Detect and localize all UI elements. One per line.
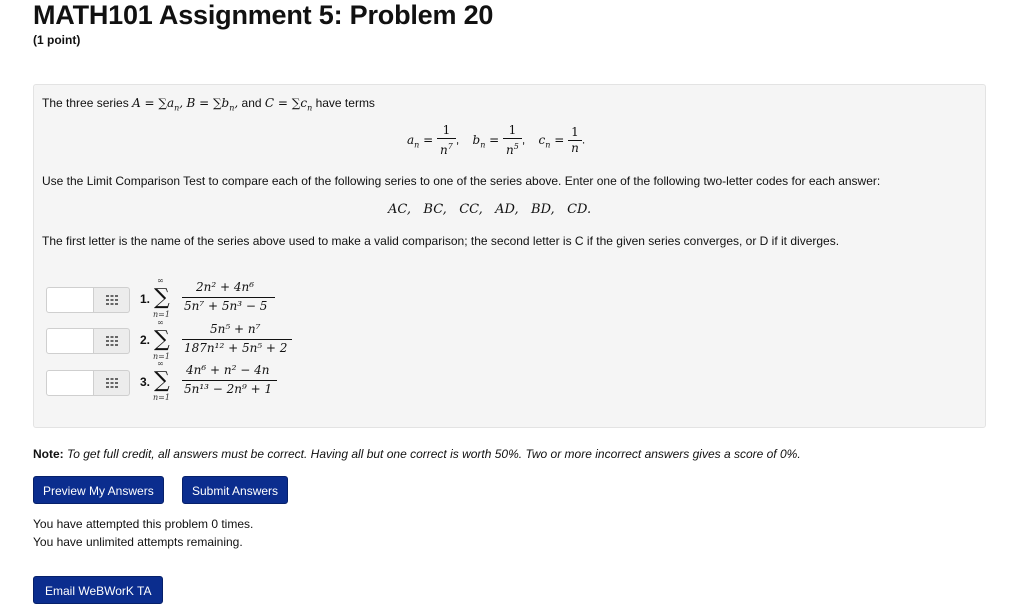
problem-number-1: 1. bbox=[140, 292, 151, 306]
fraction-bar-1 bbox=[182, 297, 275, 298]
denominator-2: 187n¹² + 5n⁵ + 2 bbox=[184, 341, 288, 355]
answer-input-2[interactable] bbox=[46, 328, 94, 354]
fraction-bar-3 bbox=[182, 380, 277, 381]
series-c: $C = \sum c_n$ bbox=[264, 96, 313, 113]
sigma-2: ∑ bbox=[154, 327, 170, 352]
sum-upper-3: ∞ bbox=[157, 359, 164, 368]
sum-lower-2: n=1 bbox=[153, 352, 170, 361]
submit-answers-button[interactable]: Submit Answers bbox=[182, 476, 288, 504]
fraction-bar-2 bbox=[182, 339, 292, 340]
sum-upper-2: ∞ bbox=[157, 318, 164, 327]
grid-icon bbox=[106, 378, 118, 388]
points-label: (1 point) bbox=[33, 33, 81, 47]
answer-input-1[interactable] bbox=[46, 287, 94, 313]
sum-lower-3: n=1 bbox=[153, 393, 170, 402]
problem-intro: The three series $A = \sum a_n$, $B = \sum b_n$, and $C = \sum c_n$ have terms bbox=[42, 96, 375, 113]
email-ta-button[interactable]: Email WeBWorK TA bbox=[33, 576, 163, 604]
page-title: MATH101 Assignment 5: Problem 20 bbox=[33, 0, 494, 30]
preview-answers-button[interactable]: Preview My Answers bbox=[33, 476, 164, 504]
problem-box bbox=[33, 84, 986, 428]
answer-palette-button-1[interactable] bbox=[94, 287, 130, 313]
grading-note: Note: To get full credit, all answers must be correct. Having all but one correct is worth 50%. Two or more incorrect answers gives a score of 0%. bbox=[33, 447, 801, 461]
sum-lower-1: n=1 bbox=[153, 310, 170, 319]
sigma-1: ∑ bbox=[154, 285, 170, 310]
answer-palette-button-2[interactable] bbox=[94, 328, 130, 354]
problem-number-3: 3. bbox=[140, 375, 151, 389]
sum-upper-1: ∞ bbox=[157, 276, 164, 285]
term-definitions: $a_n$ = $\frac{1}{n^7}$ , $b_n$ = $\frac{1}{n^5}$ , $c_n$ = $\frac{1}{n}$ . bbox=[407, 123, 586, 157]
sigma-3: ∑ bbox=[154, 368, 170, 393]
explanation-text: The first letter is the name of the series above used to make a valid comparison; the second letter is C if the given series converges, or D if it diverges. bbox=[42, 234, 840, 248]
series-b: $B = \sum b_n$, bbox=[186, 96, 239, 113]
denominator-3: 5n¹³ − 2n⁹ + 1 bbox=[184, 382, 273, 396]
numerator-2: 5n⁵ + n⁷ bbox=[210, 322, 261, 336]
denominator-1: 5n⁷ + 5n³ − 5 bbox=[184, 299, 268, 313]
series-a: $A = \sum a_n$, bbox=[132, 96, 184, 113]
attempts-status: You have attempted this problem 0 times. bbox=[33, 517, 254, 531]
answer-palette-button-3[interactable] bbox=[94, 370, 130, 396]
grid-icon bbox=[106, 295, 118, 305]
numerator-3: 4n⁶ + n² − 4n bbox=[186, 363, 270, 377]
term-c: $c_n$ = bbox=[538, 132, 569, 150]
term-b: $b_n$ = bbox=[472, 132, 504, 150]
numerator-1: 2n² + 4n⁶ bbox=[196, 280, 255, 294]
grid-icon bbox=[106, 336, 118, 346]
answer-input-3[interactable] bbox=[46, 370, 94, 396]
problem-number-2: 2. bbox=[140, 333, 151, 347]
instruction-text: Use the Limit Comparison Test to compare each of the following series to one of the series above. Enter one of the following two-letter codes for each answer: bbox=[42, 174, 881, 188]
answer-codes: AC, BC, CC, AD, BD, CD. bbox=[388, 202, 592, 217]
term-a: $a_n$ = bbox=[407, 132, 437, 150]
attempts-remaining: You have unlimited attempts remaining. bbox=[33, 535, 243, 549]
